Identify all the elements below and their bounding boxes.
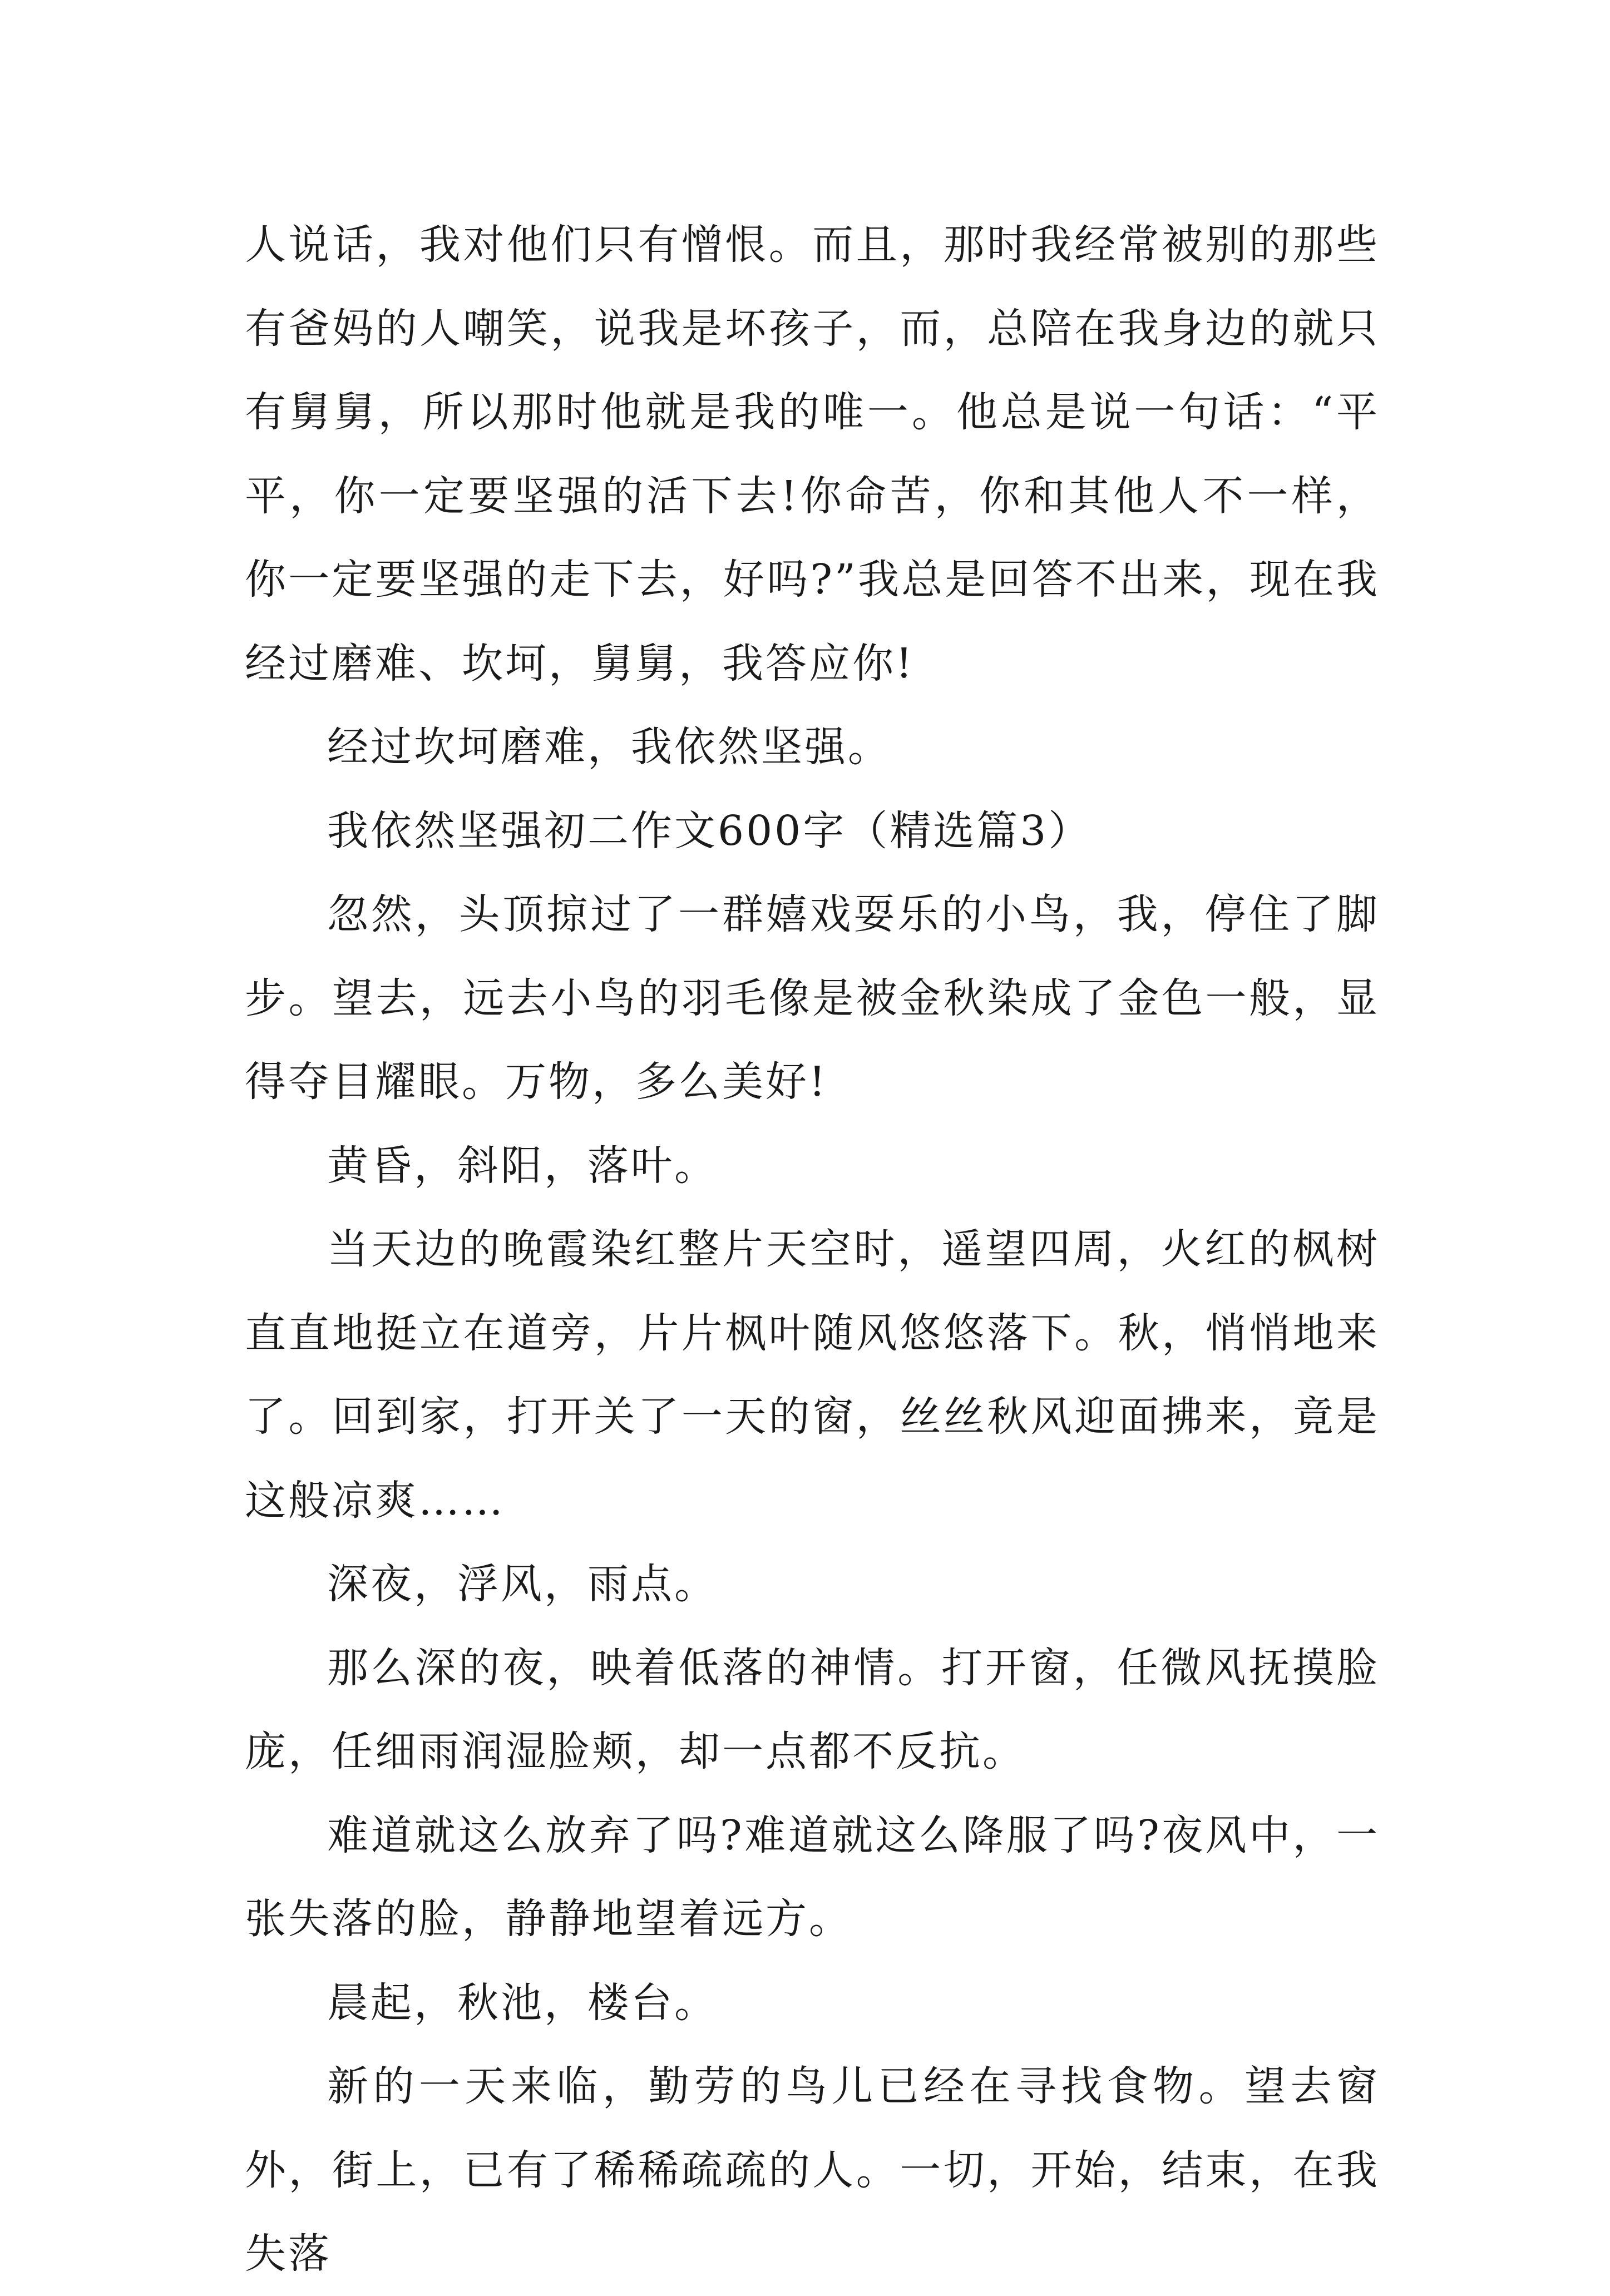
paragraph: 人说话，我对他们只有憎恨。而且，那时我经常被别的那些有爸妈的人嘲笑，说我是坏孩子，而，总陪在我身边的就只有舅舅，所以那时他就是我的唯一。他总是说一句话：“平平，你一定要坚强的活下去!你命苦，你和其他人不一样，你一定要坚强的走下去，好吗?”我总是回答不出来，现在我经过磨难、坎坷，舅舅，我答应你!: [245, 221, 1380, 687]
paragraph: 新的一天来临，勤劳的鸟儿已经在寻找食物。望去窗外，街上，已有了稀稀疏疏的人。一切，开始，结束，在我失落: [245, 2062, 1380, 2278]
paragraph: 经过坎坷磨难，我依然坚强。: [327, 723, 891, 771]
section-heading: 我依然坚强初二作文600字（精选篇3）: [327, 806, 1092, 855]
paragraph: 忽然，头顶掠过了一群嬉戏耍乐的小鸟，我，停住了脚步。望去，远去小鸟的羽毛像是被金秋染成了金色一般，显得夺目耀眼。万物，多么美好!: [245, 890, 1380, 1106]
document-body: [245, 203, 1380, 2296]
paragraph: 深夜，浮风，雨点。: [327, 1560, 718, 1608]
paragraph: 晨起，秋池，楼台。: [327, 1978, 718, 2027]
paragraph: 黄昏，斜阳，落叶。: [327, 1141, 718, 1190]
paragraph: 当天边的晚霞染红整片天空时，遥望四周，火红的枫树直直地挺立在道旁，片片枫叶随风悠悠落下。秋，悄悄地来了。回到家，打开关了一天的窗，丝丝秋风迎面拂来，竟是这般凉爽……: [245, 1225, 1380, 1525]
paragraph: 难道就这么放弃了吗?难道就这么降服了吗?夜风中，一张失落的脸，静静地望着远方。: [245, 1811, 1380, 1943]
paragraph: 那么深的夜，映着低落的神情。打开窗，任微风抚摸脸庞，任细雨润湿脸颊，却一点都不反抗。: [245, 1644, 1380, 1775]
